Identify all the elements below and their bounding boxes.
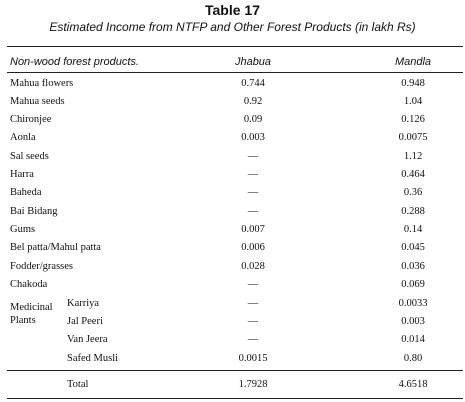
product-name: Van Jeera <box>67 334 108 345</box>
top-rule <box>7 46 463 47</box>
header-product: Non-wood forest products. <box>10 56 140 68</box>
bottom-rule <box>7 398 463 399</box>
header-mandla: Mandla <box>394 56 432 68</box>
product-name: Gums <box>10 224 36 235</box>
jhabua-value: — <box>247 279 259 290</box>
mandla-value: 0.464 <box>401 169 425 180</box>
jhabua-value: 0.007 <box>241 224 265 235</box>
mandla-value: 0.948 <box>401 78 425 89</box>
table-number: Table 17 <box>205 2 260 18</box>
mandla-value: 0.126 <box>401 114 425 125</box>
table-row <box>0 276 465 294</box>
table-row <box>0 350 465 368</box>
jhabua-value: — <box>247 151 259 162</box>
jhabua-value: — <box>247 334 259 345</box>
table-row <box>0 129 465 147</box>
jhabua-value: — <box>247 187 259 198</box>
product-name: Harra <box>10 169 34 180</box>
medicinal-label-line1: Medicinal <box>10 302 53 313</box>
mandla-value: 1.04 <box>403 96 423 107</box>
product-name: Chakoda <box>10 279 48 290</box>
total-mandla: 4.6518 <box>398 379 428 390</box>
table-row <box>0 75 465 93</box>
jhabua-value: — <box>247 206 259 217</box>
table-row <box>0 221 465 239</box>
product-name: Mahua seeds <box>10 96 65 107</box>
jhabua-value: 0.92 <box>243 96 263 107</box>
table-row <box>0 184 465 202</box>
jhabua-value: 0.028 <box>241 261 265 272</box>
product-name: Safed Musli <box>67 353 119 364</box>
table-row <box>0 166 465 184</box>
jhabua-value: — <box>247 316 259 327</box>
header-rule <box>7 72 463 73</box>
mandla-value: 0.288 <box>401 206 425 217</box>
table-row <box>0 93 465 111</box>
product-name: Mahua flowers <box>10 78 74 89</box>
product-name: Baheda <box>10 187 42 198</box>
table-row <box>0 331 465 349</box>
product-name: Sal seeds <box>10 151 49 162</box>
product-name: Chironjee <box>10 114 52 125</box>
mandla-value: 0.14 <box>403 224 423 235</box>
jhabua-value: 0.744 <box>241 78 265 89</box>
jhabua-value: — <box>247 298 259 309</box>
total-rule <box>7 370 463 371</box>
table-row <box>0 258 465 276</box>
mandla-value: 0.0033 <box>398 298 428 309</box>
mandla-value: 0.003 <box>401 316 425 327</box>
jhabua-value: 0.09 <box>243 114 263 125</box>
jhabua-value: — <box>247 169 259 180</box>
mandla-value: 0.036 <box>401 261 425 272</box>
medicinal-label-line2: Plants <box>10 315 36 326</box>
mandla-value: 0.069 <box>401 279 425 290</box>
mandla-value: 0.045 <box>401 242 425 253</box>
mandla-value: 0.80 <box>403 353 423 364</box>
product-name: Bai Bidang <box>10 206 58 217</box>
table-row <box>0 203 465 221</box>
mandla-value: 1.12 <box>403 151 423 162</box>
header-jhabua: Jhabua <box>234 56 272 68</box>
product-name: Karriya <box>67 298 100 309</box>
table-row <box>0 295 465 313</box>
table-caption: Estimated Income from NTFP and Other Forest Products (in lakh Rs) <box>49 20 416 34</box>
product-name: Jal Peeri <box>67 316 103 327</box>
mandla-value: 0.014 <box>401 334 425 345</box>
product-name: Fodder/grasses <box>10 261 73 272</box>
total-label: Total <box>67 379 89 390</box>
jhabua-value: 0.0015 <box>238 353 268 364</box>
table-row <box>0 313 465 331</box>
total-row <box>0 376 465 394</box>
jhabua-value: 0.006 <box>241 242 265 253</box>
product-name: Bel patta/Mahul patta <box>10 242 101 253</box>
mandla-value: 0.0075 <box>398 132 428 143</box>
mandla-value: 0.36 <box>403 187 423 198</box>
total-jhabua: 1.7928 <box>238 379 268 390</box>
table-row <box>0 148 465 166</box>
product-name: Aonla <box>10 132 36 143</box>
jhabua-value: 0.003 <box>241 132 265 143</box>
table-row <box>0 111 465 129</box>
table-row <box>0 239 465 257</box>
